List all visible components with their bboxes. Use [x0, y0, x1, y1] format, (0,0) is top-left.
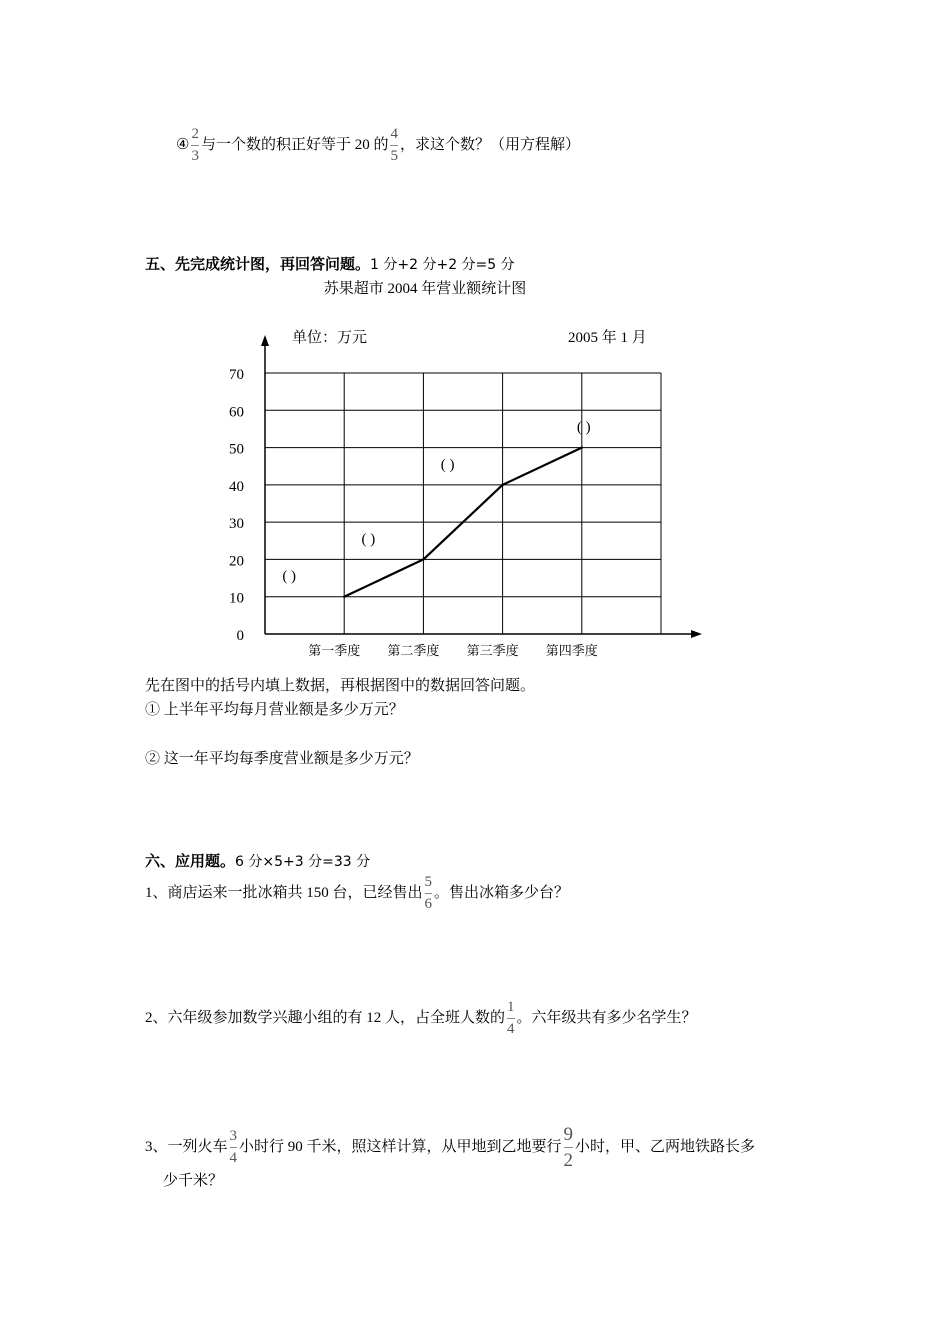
blank-labels	[282, 420, 590, 585]
y-tick-label: 20	[229, 553, 244, 570]
section-title: 六、应用题。	[145, 852, 236, 870]
problem-text: 3、一列火车	[145, 1138, 228, 1155]
problem-text: 1、商店运来一批冰箱共 150 台，已经售出	[145, 884, 423, 901]
problem-3-continued: 少千米？	[163, 1173, 224, 1189]
data-point	[422, 558, 424, 560]
fraction: $\frac{4}{5}$	[390, 126, 398, 164]
section-title: 五、先完成统计图，再回答问题。	[145, 255, 371, 273]
problem-text: 小时，甲、乙两地铁路长多	[575, 1138, 756, 1155]
question-1: ① 上半年平均每月营业额是多少万元？	[145, 702, 404, 718]
y-tick-label: 30	[229, 516, 244, 533]
section-points: 1 分+2 分+2 分=5 分	[370, 257, 515, 273]
y-tick-label: 0	[236, 628, 244, 644]
date-label: 2005 年 1 月	[568, 330, 647, 346]
chart-grid	[265, 373, 661, 634]
y-tick-label: 10	[229, 590, 244, 607]
chart-axes	[261, 335, 702, 638]
data-point	[581, 446, 583, 448]
question-text: ，求这个数？（用方程解）	[399, 136, 580, 153]
x-tick-labels	[308, 643, 598, 658]
problem-3	[145, 1125, 755, 1170]
blank-label: ( )	[361, 531, 376, 548]
question-text: 与一个数的积正好等于 20 的	[200, 136, 389, 153]
section-points: 6 分×5+3 分=33 分	[235, 854, 371, 870]
data-point	[343, 596, 345, 598]
unit-label: 单位：万元	[292, 330, 368, 346]
x-tick-label: 第一季度	[308, 643, 361, 658]
x-tick-label: 第三季度	[466, 643, 519, 658]
problem-text: 小时行 90 千米，照这样计算，从甲地到乙地要行	[239, 1138, 562, 1155]
y-tick-label: 40	[229, 478, 244, 495]
blank-label: ( )	[282, 568, 297, 585]
y-tick-labels	[229, 367, 244, 644]
section-6-heading	[145, 850, 370, 871]
x-axis-arrow-icon	[691, 630, 702, 638]
y-tick-label: 50	[229, 441, 244, 458]
fraction: $\frac{9}{2}$	[563, 1124, 574, 1171]
chart-title: 苏果超市 2004 年营业额统计图	[323, 281, 527, 297]
data-point	[501, 484, 503, 486]
question-2: ② 这一年平均每季度营业额是多少万元？	[145, 751, 419, 767]
question-marker: ④	[176, 136, 190, 153]
blank-label: ( )	[440, 456, 455, 473]
fraction: $\frac{5}{6}$	[424, 874, 433, 912]
blank-label: ( )	[576, 419, 591, 436]
problem-1	[145, 875, 569, 912]
problem-text: 。售出冰箱多少台？	[434, 884, 570, 901]
chart-instructions: 先在图中的括号内填上数据，再根据图中的数据回答问题。	[145, 678, 536, 694]
y-tick-label: 70	[229, 367, 244, 383]
fraction: $\frac{2}{3}$	[191, 126, 199, 164]
fraction: $\frac{1}{4}$	[507, 999, 515, 1037]
x-tick-label: 第四季度	[545, 643, 598, 658]
x-tick-label: 第二季度	[387, 643, 440, 658]
problem-2	[145, 1000, 697, 1037]
problem-text: 。六年级共有多少名学生？	[516, 1009, 697, 1026]
problem-text: 2、六年级参加数学兴趣小组的有 12 人，占全班人数的	[145, 1009, 506, 1026]
fraction: $\frac{3}{4}$	[229, 1128, 238, 1166]
y-tick-label: 60	[229, 404, 244, 421]
y-axis-arrow-icon	[261, 335, 269, 346]
